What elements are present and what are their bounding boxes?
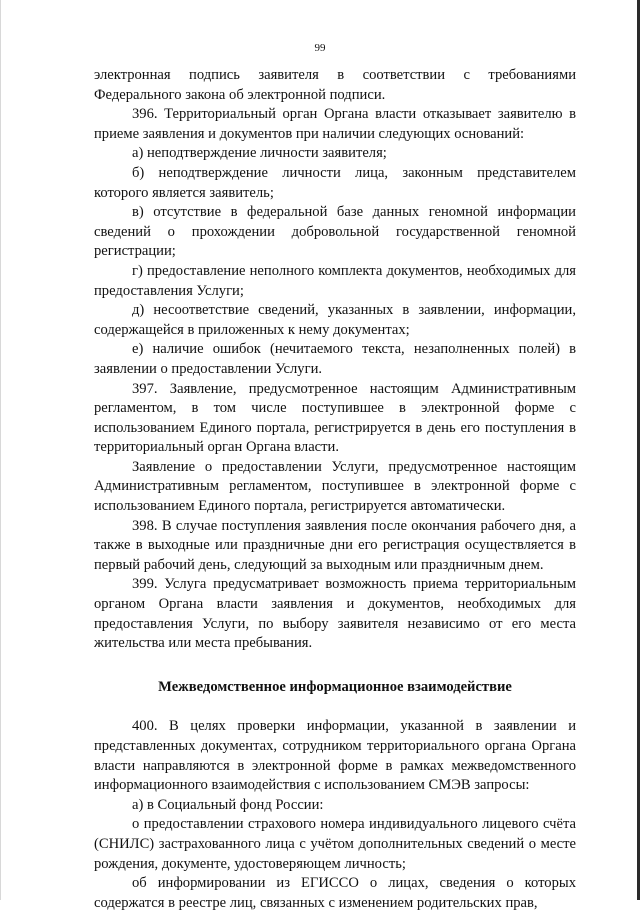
paragraph-396: 396. Территориальный орган Органа власти отказывает заявителю в приеме заявления и документов при наличии следующих оснований: <box>94 106 576 142</box>
paragraph-continuation: электронная подпись заявителя в соответствии с требованиями Федерального закона об электронной подписи. <box>94 67 576 103</box>
paragraph-snils: о предоставлении страхового номера индивидуального лицевого счёта (СНИЛС) застрахованного лица с учётом дополнительных сведений о месте рождения, документе, удостоверяющем личность; <box>94 816 576 872</box>
list-item-a-sfr: а) в Социальный фонд России: <box>132 796 324 813</box>
list-item-d: д) несоответствие сведений, указанных в заявлении, информации, содержащейся в приложенных к нему документах; <box>94 302 576 338</box>
list-item-e: е) наличие ошибок (нечитаемого текста, незаполненных полей) в заявлении о предоставлении Услуги. <box>94 341 576 377</box>
document-body <box>94 66 576 913</box>
paragraph-400: 400. В целях проверки информации, указанной в заявлении и представленных документах, сотрудником территориального органа Органа власти направляются в электронной форме в рамках межведомственного информационного взаимодействия с использованием СМЭВ запросы: <box>94 718 576 794</box>
list-item-a: а) неподтверждение личности заявителя; <box>132 145 387 162</box>
paragraph-397-cont: Заявление о предоставлении Услуги, предусмотренное настоящим Административным регламентом, поступившее в электронной форме с использованием Единого портала, регистрируется автоматически. <box>94 458 576 515</box>
paragraph-egisso: об информировании из ЕГИССО о лицах, сведения о которых содержатся в реестре лиц, связанных с изменением родительских прав, <box>94 875 576 911</box>
page-number: 99 <box>314 42 326 54</box>
list-item-v: в) отсутствие в федеральной базе данных геномной информации сведений о прохождении добровольной государственной геномной регистрации; <box>94 204 576 260</box>
list-item-b: б) неподтверждение личности лица, законным представителем которого является заявитель; <box>94 164 576 201</box>
list-item-g: г) предоставление неполного комплекта документов, необходимых для предоставления Услуги; <box>94 262 576 299</box>
section-heading: Межведомственное информационное взаимодействие <box>158 678 512 695</box>
paragraph-398: 398. В случае поступления заявления после окончания рабочего дня, а также в выходные или праздничные дни его регистрация осуществляется в первый рабочий день, следующий за выходным или праздничным днем. <box>94 517 576 573</box>
scan-edge-left <box>0 0 1 900</box>
paragraph-399: 399. Услуга предусматривает возможность приема территориальным органом Органа власти заявления и документов, необходимых для предоставления Услуги, по выбору заявителя независимо от его места жительства или места пребывания. <box>94 576 576 652</box>
paragraph-397: 397. Заявление, предусмотренное настоящим Административным регламентом, в том числе поступившее в электронной форме с использованием Единого портала, регистрируется в день его поступления в территориальный орган Органа власти. <box>94 380 576 456</box>
